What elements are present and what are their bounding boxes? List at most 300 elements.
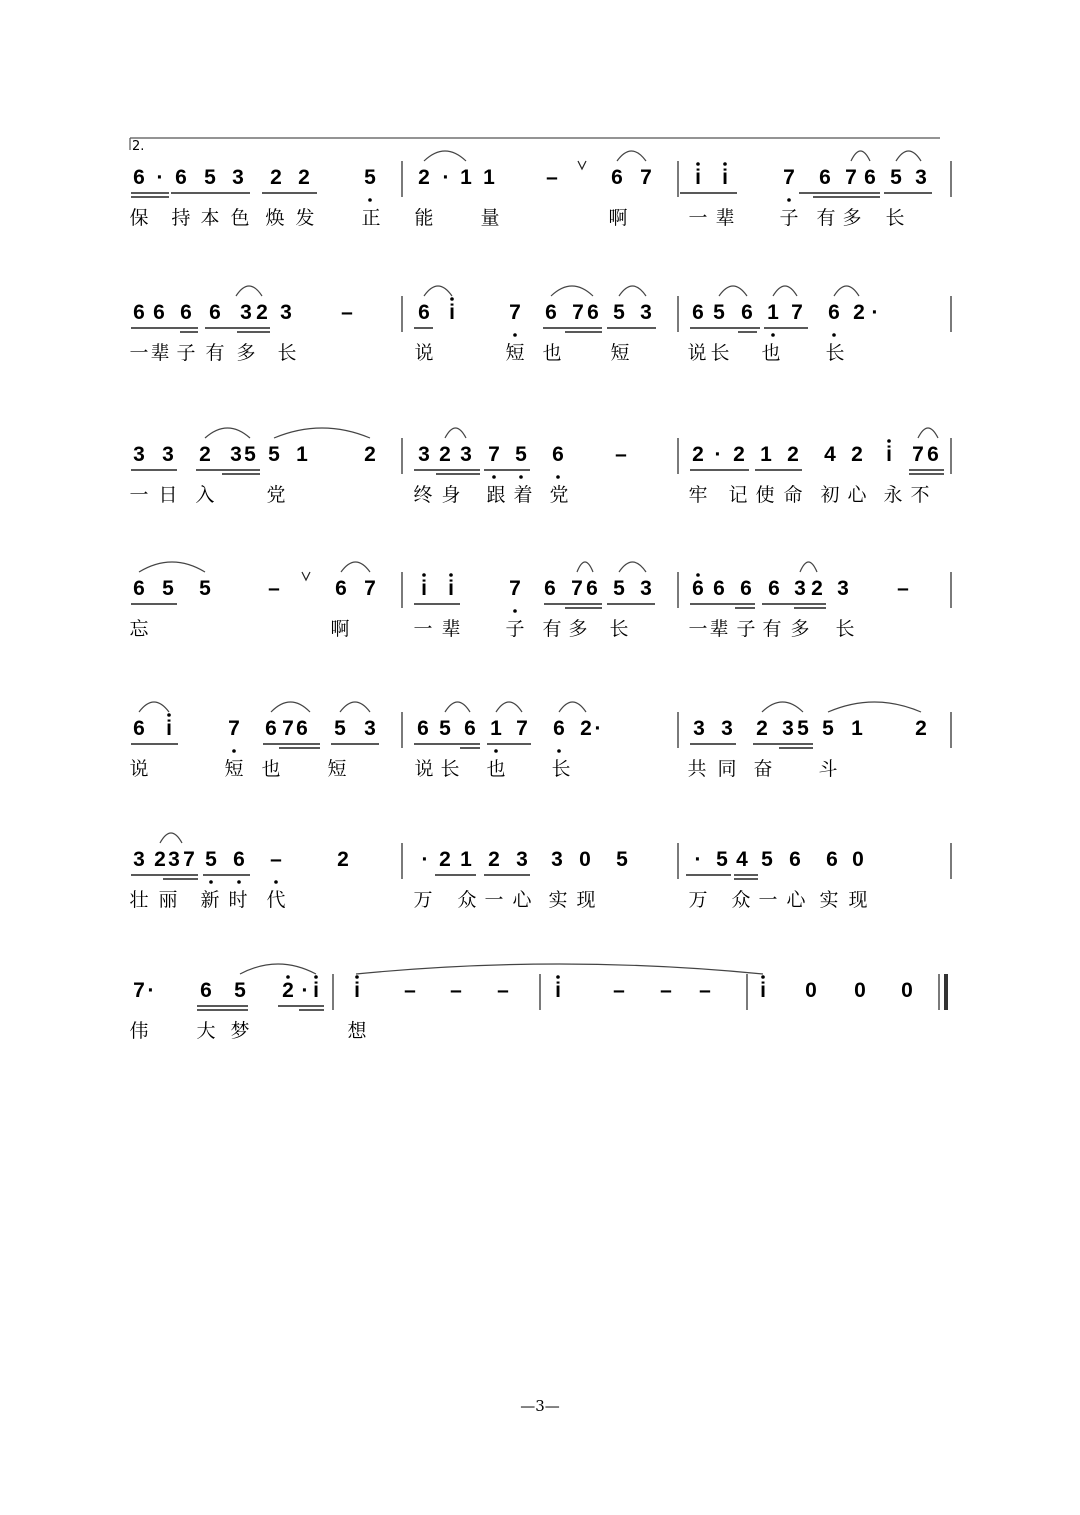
note: i: [760, 979, 766, 1002]
note: 6: [209, 301, 221, 324]
note: 5: [204, 166, 216, 189]
lyric: 大: [196, 1020, 216, 1042]
note: 3: [364, 717, 376, 740]
slur: [340, 702, 370, 712]
lyric: 万: [413, 889, 433, 911]
note: 7: [571, 577, 583, 600]
lyric: 壮: [129, 889, 149, 911]
note: 3: [240, 301, 252, 324]
slur: [828, 702, 921, 712]
note: 7: [228, 717, 240, 740]
note: 6: [153, 301, 165, 324]
octave-dot: [557, 749, 561, 753]
note: 3: [460, 443, 472, 466]
lyric: 时: [228, 889, 248, 911]
slur: [271, 702, 310, 712]
slur: [240, 964, 316, 974]
note: 6: [545, 301, 557, 324]
slur: [424, 151, 466, 161]
lyric: 长: [825, 342, 845, 364]
slur: [424, 286, 452, 296]
note: –: [660, 979, 672, 1002]
lyric: 心: [512, 889, 532, 911]
note: 7: [282, 717, 294, 740]
note: 0: [854, 979, 866, 1002]
lyric: 一: [688, 207, 708, 229]
lyric: 说: [129, 758, 149, 780]
note: 2: [733, 443, 745, 466]
note: 0: [805, 979, 817, 1002]
note: 1: [460, 166, 472, 189]
note: 6: [611, 166, 623, 189]
slur: [800, 562, 817, 572]
slur: [773, 286, 797, 296]
slur: [619, 562, 646, 572]
note: 3: [418, 443, 430, 466]
note: 7: [509, 301, 521, 324]
note: 3: [551, 848, 563, 871]
lyric: 长: [609, 618, 629, 640]
note: i: [555, 979, 561, 1002]
lyric: 永: [883, 484, 903, 506]
note: 1: [760, 443, 772, 466]
lyric: 新: [200, 889, 220, 911]
note: i: [313, 979, 319, 1002]
note: 0: [579, 848, 591, 871]
note: 6: [828, 301, 840, 324]
note: 6: [587, 301, 599, 324]
lyric: 辈: [709, 618, 729, 640]
note: 5: [234, 979, 246, 1002]
note: 2: [282, 979, 294, 1002]
lyric: 牢: [688, 484, 708, 506]
note: 2: [298, 166, 310, 189]
note: –: [897, 577, 909, 600]
lyric: 实: [548, 889, 568, 911]
note: 2: [853, 301, 865, 324]
note: ·: [301, 979, 309, 1002]
note: 5: [716, 848, 728, 871]
lyric: 实: [819, 889, 839, 911]
slur: [205, 428, 250, 438]
lyric: 丽: [158, 889, 178, 911]
lyric: 一: [688, 618, 708, 640]
octave-dot: [274, 880, 278, 884]
note: 0: [852, 848, 864, 871]
note: –: [615, 443, 627, 466]
note: 3: [516, 848, 528, 871]
note: 3: [721, 717, 733, 740]
slur: [619, 286, 646, 296]
lyric: 长: [440, 758, 460, 780]
lyric: 量: [480, 207, 500, 229]
note: 0: [901, 979, 913, 1002]
lyric: 不: [910, 484, 930, 506]
note: –: [497, 979, 509, 1002]
lyric: 长: [885, 207, 905, 229]
lyric: 有: [762, 618, 782, 640]
lyric: 伟: [129, 1020, 149, 1042]
note: 7: [572, 301, 584, 324]
lyric: 现: [576, 889, 596, 911]
lyric: 短: [505, 342, 525, 364]
lyric: 党: [266, 484, 286, 506]
slur: [274, 428, 370, 438]
note: 3: [232, 166, 244, 189]
slur: [341, 562, 370, 572]
lyric: 万: [688, 889, 708, 911]
octave-dot: [513, 333, 517, 337]
lyric: 辈: [150, 342, 170, 364]
note: 6: [133, 301, 145, 324]
lyric: 短: [327, 758, 347, 780]
note: 5: [515, 443, 527, 466]
volta-label: 2.: [132, 139, 145, 154]
lyric: 子: [736, 618, 756, 640]
page-number: —3—: [520, 1397, 560, 1415]
note: 6: [296, 717, 308, 740]
note: 7: [488, 443, 500, 466]
note: –: [450, 979, 462, 1002]
note: 7: [912, 443, 924, 466]
note: 3: [162, 443, 174, 466]
lyric: 说: [414, 342, 434, 364]
slur: [139, 702, 169, 712]
note: ·: [156, 166, 164, 189]
note: i: [722, 166, 728, 189]
note: 6: [713, 577, 725, 600]
note: 7: [845, 166, 857, 189]
note: 3: [640, 301, 652, 324]
lyric: 心: [786, 889, 806, 911]
note: 5: [613, 301, 625, 324]
octave-dot: [556, 475, 560, 479]
note: 1: [460, 848, 472, 871]
octave-dot: [492, 475, 496, 479]
note: 6: [692, 577, 704, 600]
slur: [918, 428, 938, 438]
note: 6: [864, 166, 876, 189]
slur: [445, 702, 470, 712]
lyric: 也: [486, 758, 506, 780]
lyric: 长: [710, 342, 730, 364]
note: 5: [616, 848, 628, 871]
lyric: 使: [755, 484, 775, 506]
lyric: 身: [441, 484, 461, 506]
lyric: 记: [728, 484, 748, 506]
slur: [896, 151, 921, 161]
lyric: 发: [295, 207, 315, 229]
lyric: 长: [551, 758, 571, 780]
note: 6: [265, 717, 277, 740]
lyric: 子: [176, 342, 196, 364]
note: ·: [442, 166, 450, 189]
note: 6: [133, 166, 145, 189]
note: 1: [296, 443, 308, 466]
note: 7: [791, 301, 803, 324]
lyric: 斗: [818, 758, 838, 780]
lyric: 保: [129, 207, 149, 229]
note: –: [613, 979, 625, 1002]
note: 6: [180, 301, 192, 324]
note: 5: [199, 577, 211, 600]
note: 2: [154, 848, 166, 871]
note: 3: [837, 577, 849, 600]
lyric: 想: [347, 1020, 367, 1042]
lyric: 终: [413, 484, 433, 506]
note: ·: [421, 848, 429, 871]
note: 3: [133, 848, 145, 871]
note: 5: [205, 848, 217, 871]
note: 6: [826, 848, 838, 871]
lyric: 也: [542, 342, 562, 364]
lyric: 代: [266, 889, 286, 911]
octave-dot: [368, 198, 372, 202]
note: 6: [417, 717, 429, 740]
slur: [551, 286, 593, 296]
note: 6: [553, 717, 565, 740]
note: 6: [335, 577, 347, 600]
octave-dot: [787, 198, 791, 202]
note: i: [354, 979, 360, 1002]
note: 5: [761, 848, 773, 871]
note: ·: [694, 848, 702, 871]
note: 7: [783, 166, 795, 189]
note: 2: [851, 443, 863, 466]
lyric: 入: [195, 484, 215, 506]
note: 5: [439, 717, 451, 740]
slur: [496, 702, 522, 712]
lyric: 跟: [486, 484, 506, 506]
lyric: 党: [549, 484, 569, 506]
note: 7: [364, 577, 376, 600]
note: –: [404, 979, 416, 1002]
slur: [577, 562, 593, 572]
note: 6: [927, 443, 939, 466]
note: 2: [811, 577, 823, 600]
note: 6: [133, 717, 145, 740]
note: 6: [464, 717, 476, 740]
lyric: 说: [414, 758, 434, 780]
note: –: [546, 166, 558, 189]
octave-dot: [232, 749, 236, 753]
note: 1: [483, 166, 495, 189]
note: 2: [756, 717, 768, 740]
lyric: 说: [687, 342, 707, 364]
note: 4: [824, 443, 836, 466]
note: 2: [256, 301, 268, 324]
lyric: 持: [171, 207, 191, 229]
lyric: 有: [816, 207, 836, 229]
note: 2: [692, 443, 704, 466]
slur: [719, 286, 747, 296]
note: 6: [586, 577, 598, 600]
lyric: 短: [610, 342, 630, 364]
slur: [445, 428, 466, 438]
note: 6: [789, 848, 801, 871]
note: 3: [794, 577, 806, 600]
note: 3: [693, 717, 705, 740]
note: 2: [488, 848, 500, 871]
note: 5: [364, 166, 376, 189]
lyric: 初: [820, 484, 840, 506]
lyric: 共: [687, 758, 707, 780]
lyric: 众: [457, 889, 477, 911]
lyric: 一: [129, 484, 149, 506]
lyric: 现: [848, 889, 868, 911]
note: –: [268, 577, 280, 600]
slur: [834, 286, 859, 296]
lyric: 长: [277, 342, 297, 364]
note: 2: [418, 166, 430, 189]
octave-dot: [209, 880, 213, 884]
lyric: 有: [205, 342, 225, 364]
note: 6: [544, 577, 556, 600]
note: 3: [133, 443, 145, 466]
note: 3: [280, 301, 292, 324]
lyric: 一: [758, 889, 778, 911]
slur: [356, 964, 763, 974]
note: 5: [822, 717, 834, 740]
note: 3: [782, 717, 794, 740]
lyric: 多: [236, 342, 256, 364]
lyric: 辈: [715, 207, 735, 229]
lyric: 忘: [129, 618, 149, 640]
lyric: 奋: [753, 758, 773, 780]
note: 5: [613, 577, 625, 600]
note: 2: [439, 848, 451, 871]
note: i: [886, 443, 892, 466]
octave-dot: [513, 609, 517, 613]
lyric: 也: [261, 758, 281, 780]
lyric: 命: [783, 484, 803, 506]
note: 1: [851, 717, 863, 740]
slur: [617, 151, 646, 161]
note: 6: [819, 166, 831, 189]
lyric: 正: [361, 207, 381, 229]
note: 7: [183, 848, 195, 871]
lyric: 啊: [330, 618, 350, 640]
lyric: 啊: [608, 207, 628, 229]
note: ·: [871, 301, 879, 324]
slur: [559, 702, 586, 712]
lyric: 众: [731, 889, 751, 911]
note: –: [270, 848, 282, 871]
note: 7: [640, 166, 652, 189]
note: 2: [199, 443, 211, 466]
note: ·: [714, 443, 722, 466]
lyric: 多: [790, 618, 810, 640]
note: 3: [168, 848, 180, 871]
lyric: 也: [761, 342, 781, 364]
note: 7: [509, 577, 521, 600]
note: i: [166, 717, 172, 740]
note: 5: [244, 443, 256, 466]
note: i: [695, 166, 701, 189]
note: 5: [334, 717, 346, 740]
lyric: 同: [717, 758, 737, 780]
note: 2: [915, 717, 927, 740]
slur: [139, 562, 205, 572]
lyric: 多: [842, 207, 862, 229]
lyric: 焕: [265, 207, 285, 229]
lyric: 多: [568, 618, 588, 640]
note: 3: [230, 443, 242, 466]
note: i: [421, 577, 427, 600]
slur: [160, 833, 182, 843]
note: 6: [768, 577, 780, 600]
lyric: 一: [484, 889, 504, 911]
note: 1: [767, 301, 779, 324]
breath-mark: [578, 161, 586, 169]
lyric: 梦: [230, 1020, 250, 1042]
lyric: 一: [413, 618, 433, 640]
note: –: [341, 301, 353, 324]
octave-dot: [237, 880, 241, 884]
lyric: 色: [230, 207, 250, 229]
note: 3: [640, 577, 652, 600]
note: 2: [337, 848, 349, 871]
note: 2: [270, 166, 282, 189]
octave-dot: [494, 749, 498, 753]
note: 6: [552, 443, 564, 466]
note: 5: [713, 301, 725, 324]
note: 2: [364, 443, 376, 466]
note: 6: [175, 166, 187, 189]
note: 5: [890, 166, 902, 189]
octave-dot: [832, 333, 836, 337]
lyric: 着: [513, 484, 533, 506]
note: –: [699, 979, 711, 1002]
lyric: 子: [779, 207, 799, 229]
note: 6: [741, 301, 753, 324]
octave-dot: [771, 333, 775, 337]
breath-mark: [302, 572, 310, 580]
note: 7: [516, 717, 528, 740]
slur: [762, 702, 803, 712]
lyric: 有: [542, 618, 562, 640]
lyric: 子: [505, 618, 525, 640]
note: 5: [162, 577, 174, 600]
lyric: 本: [200, 207, 220, 229]
note: ·: [594, 717, 602, 740]
note: 2: [580, 717, 592, 740]
lyric: 一: [129, 342, 149, 364]
note: 6: [133, 577, 145, 600]
note: 7: [133, 979, 145, 1002]
lyric: 能: [414, 207, 434, 229]
note: 5: [268, 443, 280, 466]
note: ·: [147, 979, 155, 1002]
note: 5: [797, 717, 809, 740]
note: 6: [418, 301, 430, 324]
note: 2: [439, 443, 451, 466]
lyric: 短: [224, 758, 244, 780]
lyric: 辈: [441, 618, 461, 640]
note: 3: [915, 166, 927, 189]
note: i: [448, 577, 454, 600]
octave-dot: [519, 475, 523, 479]
slur: [851, 151, 870, 161]
lyric: 日: [158, 484, 178, 506]
note: 6: [740, 577, 752, 600]
note: 1: [490, 717, 502, 740]
lyric: 心: [847, 484, 867, 506]
note: 6: [200, 979, 212, 1002]
lyric: 长: [835, 618, 855, 640]
note: 6: [233, 848, 245, 871]
note: 6: [692, 301, 704, 324]
